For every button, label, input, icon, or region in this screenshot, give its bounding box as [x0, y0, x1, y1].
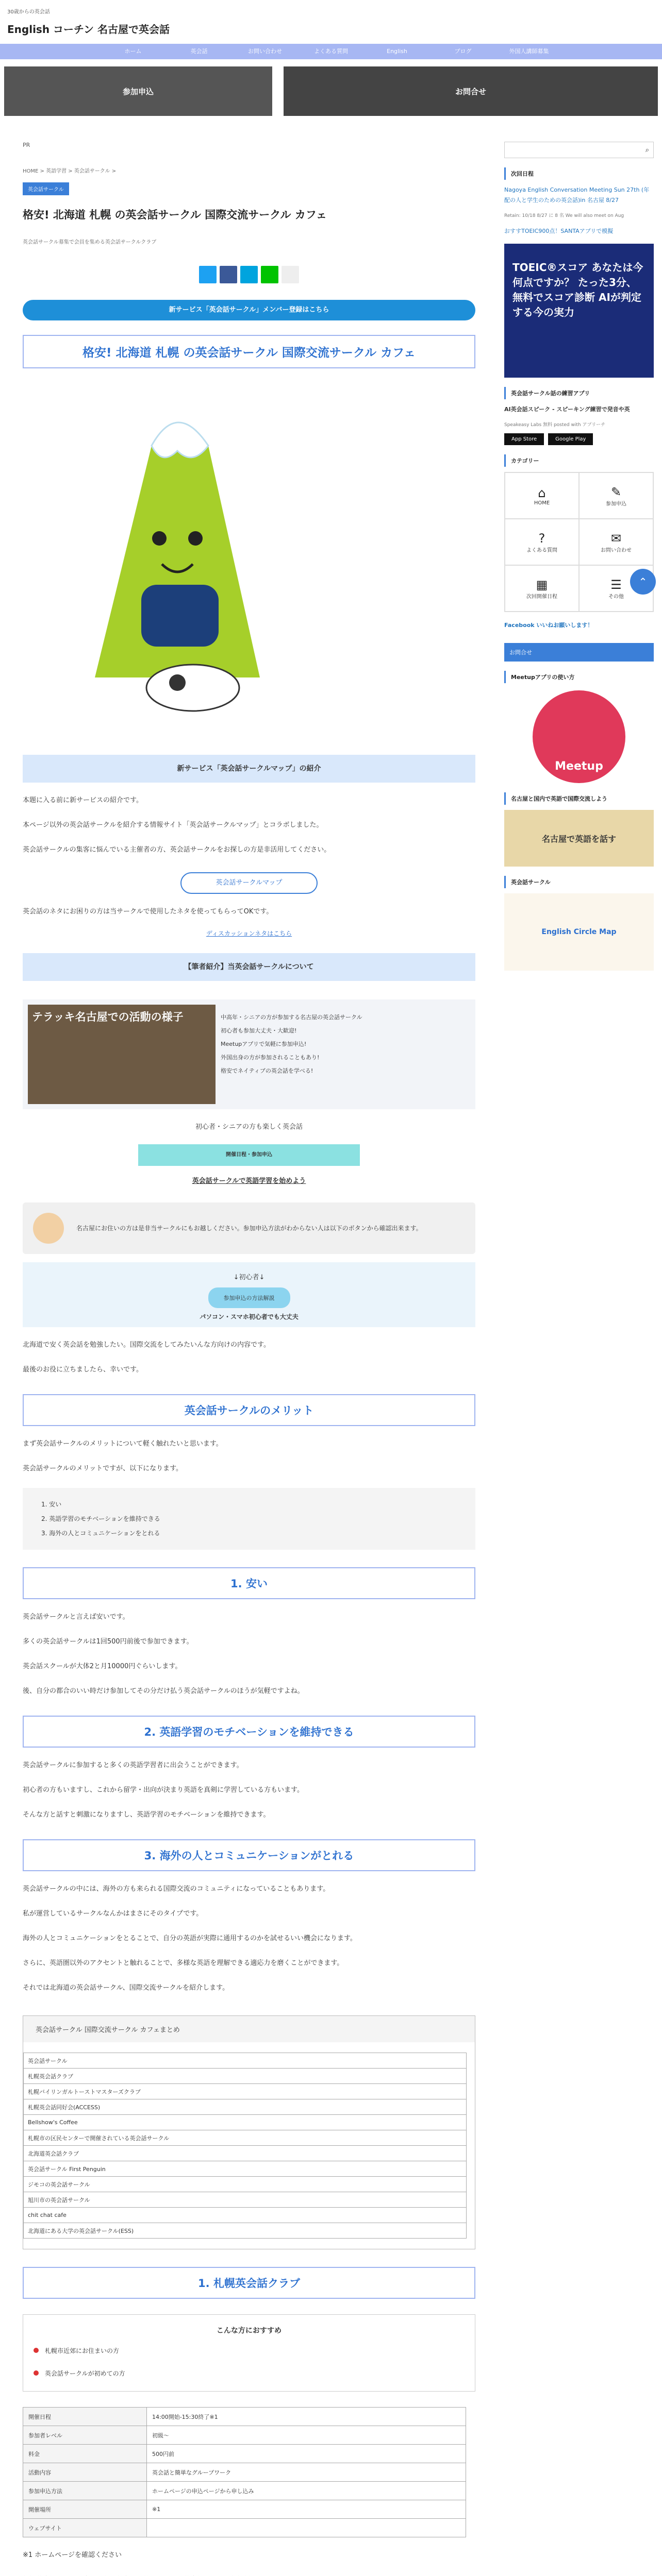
toc-item[interactable]: 英会話サークル: [24, 2053, 467, 2069]
cat-home[interactable]: ⌂ HOME: [505, 472, 579, 519]
list-item: 2. 英語学習のモチベーションを維持できる: [41, 1515, 160, 1522]
heading-cheap: 1. 安い: [23, 1567, 475, 1599]
recommend-heading: こんな方におすすめ: [216, 2327, 282, 2335]
share-buttons: [23, 266, 475, 283]
speech-text: 名古屋にお住いの方は是非当サークルにもお越しください。参加申込方法がわからない人は以下のボタンから確認出来ます。: [76, 1225, 422, 1232]
sidebar-heading: Meetupアプリの使い方: [504, 671, 654, 683]
table-row: 活動内容 英会話と簡単なグループワーク: [23, 2463, 466, 2482]
para: 最後のお役に立ちましたら、幸いです。: [23, 1366, 143, 1374]
sidebar-heading: 英会話サークル話の練習アプリ: [504, 387, 654, 399]
sidebar: [504, 142, 654, 971]
list-item: 格安でネイティブの英会話を学べる!: [221, 1067, 313, 1074]
bullet-icon: [34, 2370, 39, 2376]
nav-faq[interactable]: よくある質問: [314, 48, 348, 55]
para: ※1 ホームページを確認ください: [23, 2551, 122, 2559]
document-icon: ☰: [610, 577, 622, 592]
para: 本ページ以外の英会話サークルを紹介する情報サイト「英会話サークルマップ」とコラボしました。: [23, 821, 323, 829]
app-sub: Speakeasy Labs 無料 posted with アプリーチ: [504, 422, 606, 428]
twitter-icon[interactable]: [199, 266, 217, 283]
heading-communication: 3. 海外の人とコミュニケーションがとれる: [23, 1839, 475, 1871]
heading-merit: 英会話サークルのメリット: [23, 1394, 475, 1426]
nav-english[interactable]: English: [387, 48, 407, 55]
global-nav: [0, 44, 662, 59]
circle-map-banner[interactable]: English Circle Map: [504, 893, 654, 971]
para: 英会話サークルと言えば安いです。: [23, 1613, 129, 1621]
facebook-link[interactable]: Facebook いいねお願いします！: [504, 622, 593, 629]
section-author-heading: 【筆者紹介】当英会話サークルについて: [23, 953, 475, 981]
para: さらに、英語圏以外のアクセントと触れることで、多様な英語を理解できる適応力を磨くことができます。: [23, 1959, 344, 1967]
breadcrumb[interactable]: HOME > 英語学習 > 英会話サークル >: [23, 168, 117, 174]
meetup-logo[interactable]: Meetup: [533, 690, 625, 783]
table-row: 開催日程 14:00開始-15:30終了※1: [23, 2408, 466, 2426]
contact-button[interactable]: お問合せ: [504, 643, 654, 662]
toc-item[interactable]: Bellshow's Coffee: [24, 2115, 467, 2130]
para: 多くの英会話サークルは1回500円前後で参加できます。: [23, 1638, 193, 1646]
category-grid: [504, 472, 654, 612]
search-icon[interactable]: ⌕: [645, 146, 649, 154]
nav-recruit[interactable]: 外国人講師募集: [509, 48, 549, 55]
speech-box: [23, 1202, 475, 1254]
copy-icon[interactable]: [282, 266, 299, 283]
nav-contact[interactable]: お問い合わせ: [248, 48, 282, 55]
contact-banner[interactable]: お問合せ: [284, 66, 658, 116]
toc-item[interactable]: 札幌英会話同好会(ACCESS): [24, 2099, 467, 2115]
schedule-link[interactable]: Nagoya English Conversation Meeting Sun 27th (年配の人と学生のための英会話)in 名古屋 8/27: [504, 187, 650, 204]
nav-eikaiwa[interactable]: 英会話: [190, 48, 208, 55]
para: 英会話サークルの集客に悩んでいる主催者の方、英会話サークルをお探しの方是非活用してください。: [23, 846, 331, 854]
mascot-illustration: [23, 368, 475, 739]
toc-item[interactable]: 札幌英会話クラブ: [24, 2069, 467, 2084]
discussion-link[interactable]: ディスカッションネタはこちら: [206, 930, 292, 937]
para: まず英会話サークルのメリットについて軽く触れたいと思います。: [23, 1440, 223, 1448]
site-title[interactable]: English コーチン 名古屋で英会話: [7, 23, 170, 36]
toc-item[interactable]: ジモコの英会話サークル: [24, 2177, 467, 2192]
nav-home[interactable]: ホーム: [124, 48, 142, 55]
apply-guide-button[interactable]: 参加申込の方法解説: [208, 1287, 290, 1308]
para: それでは北海道の英会話サークル、国際交流サークルを紹介します。: [23, 1984, 229, 1992]
para: 英会話のネタにお困りの方は当サークルで使用したネタを使ってもらってOKです。: [23, 908, 273, 916]
toc-item[interactable]: 英会話サークル First Penguin: [24, 2161, 467, 2177]
table-of-contents: [23, 2015, 475, 2249]
toc-item[interactable]: 北海道英会話クラブ: [24, 2146, 467, 2161]
table-row: 開催場所 ※1: [23, 2500, 466, 2519]
para: 私が運営しているサークルなんかはまさにそのタイプです。: [23, 1910, 203, 1918]
para: 後、自分の都合のいい時だけ参加してその分だけ払う英会話サークルのほうが気軽ですよね。: [23, 1687, 304, 1695]
toc-item[interactable]: 札幌バイリンガルトーストマスターズクラブ: [24, 2084, 467, 2099]
toc-item[interactable]: 札幌市の区民センターで開催されている英会話サークル: [24, 2130, 467, 2146]
toc-item[interactable]: 北海道にある大学の英会話サークル(ESS): [24, 2223, 467, 2239]
sidebar-heading: 英会話サークル: [504, 876, 654, 888]
sub-line: 初心者・シニアの方も楽しく英会話: [195, 1123, 303, 1131]
site-tagline: 30歳からの英会話: [7, 9, 50, 15]
list-item: 3. 海外の人とコミュニケーションをとれる: [41, 1530, 160, 1537]
table-row: 料金 500円前: [23, 2445, 466, 2463]
para: 英会話スクールが大体2と月10000円ぐらいします。: [23, 1663, 182, 1670]
para: 海外の人とコミュニケーションをとることで、自分の英語が実際に通用するのかを試せるいい機会になります。: [23, 1935, 357, 1942]
beginner-sub: パソコン・スマホ初心者でも大丈夫: [200, 1313, 299, 1320]
sidebar-heading: カテゴリー: [504, 454, 654, 467]
activity-photo: テラッキ名古屋での活動の様子: [28, 1005, 216, 1104]
para: 英会話サークルの中には、海外の方も来られる国際交流のコミュニティになっていることもあります。: [23, 1885, 330, 1893]
cat-apply[interactable]: ✎ 参加申込: [579, 472, 653, 519]
para: 初心者の方もいますし、これから留学・出向が決まり英語を真剣に学習している方もいます。: [23, 1786, 304, 1794]
merit-list: [23, 1488, 475, 1550]
list-item[interactable]: 中高年・シニアの方が参加する名古屋の英会話サークル: [221, 1014, 362, 1021]
home-icon: ⌂: [538, 485, 546, 500]
ad-heading[interactable]: おすすTOEIC900点！SANTAアプリで模擬: [504, 228, 614, 234]
nav-blog[interactable]: ブログ: [454, 48, 472, 55]
line-icon[interactable]: [261, 266, 278, 283]
search-input[interactable]: [504, 142, 654, 158]
start-link[interactable]: 英会話サークルで英語学習を始めよう: [192, 1177, 306, 1185]
sidebar-heading: 名古屋と国内で英語で国際交流しよう: [504, 792, 654, 805]
table-row: ウェブサイト: [23, 2519, 466, 2537]
author-card: [23, 999, 475, 1109]
scroll-top-button[interactable]: [630, 569, 656, 595]
article: [23, 142, 475, 2576]
list-item: Meetupアプリで気軽に参加申込!: [221, 1041, 307, 1047]
para: 本題に入る前に新サービスの紹介です。: [23, 796, 143, 804]
box-title: 格安! 北海道 札幌 の英会話サークル 国際交流サークル カフェ: [23, 335, 475, 368]
toeic-ad[interactable]: TOEIC®スコア あなたは今何点ですか？ たった3分、無料でスコア診断 AIが判定する今の実力: [504, 244, 654, 378]
para: 北海道で安く英会話を勉強したい。国際交流をしてみたいんな方向けの内容です。: [23, 1341, 270, 1349]
google-play-button[interactable]: Google Play: [548, 433, 593, 445]
table-row: 参加申込方法 ホームページの申込ページから申し込み: [23, 2482, 466, 2500]
pencil-icon: ✎: [610, 484, 622, 499]
chevron-up-icon: ⌃: [638, 575, 648, 588]
question-icon: ?: [538, 531, 545, 546]
para: 英会話サークルに参加すると多くの英語学習者に出会うことができます。: [23, 1761, 243, 1769]
recommend-box: [23, 2314, 475, 2392]
cat-contact[interactable]: ✉ お問い合わせ: [579, 519, 653, 565]
sidebar-heading: 次回日程: [504, 167, 654, 180]
toc-item[interactable]: chit chat cafe: [24, 2208, 467, 2223]
cat-schedule[interactable]: ▦ 次回開催日程: [505, 565, 579, 612]
para: [23, 2573, 475, 2576]
list-item: 初心者も参加大丈夫・大歓迎!: [221, 1027, 297, 1034]
circle-map-button[interactable]: 英会話サークルマップ: [180, 872, 318, 894]
toc-item[interactable]: 旭川市の英会話サークル: [24, 2192, 467, 2208]
recommend-item: 札幌市近郊にお住まいの方: [45, 2347, 120, 2354]
schedule-apply-button[interactable]: 開催日程・参加申込: [138, 1144, 360, 1166]
cat-other[interactable]: ☰ その他: [579, 565, 653, 612]
section-service-heading: 新サービス「英会話サークルマップ」の紹介: [23, 755, 475, 783]
bullet-icon: [34, 2348, 39, 2353]
page-title: 格安! 北海道 札幌 の英会話サークル 国際交流サークル カフェ: [23, 209, 327, 221]
facebook-icon[interactable]: [220, 266, 237, 283]
app-store-button[interactable]: App Store: [504, 433, 544, 445]
recommend-item: 英会話サークルが初めての方: [45, 2370, 125, 2377]
notice-banner[interactable]: 新サービス「英会話サークル」メンバー登録はこちら: [23, 300, 475, 320]
list-item: 外国出身の方が参加されることもあり!: [221, 1054, 320, 1061]
calendar-icon: ▦: [536, 577, 548, 592]
table-row: 参加者レベル 初級〜: [23, 2426, 466, 2445]
beginner-label: ↓初心者↓: [233, 1274, 265, 1281]
heading-motivation: 2. 英語学習のモチベーションを維持できる: [23, 1716, 475, 1748]
apply-banner[interactable]: 参加申込: [4, 66, 272, 116]
nagoya-banner[interactable]: 名古屋で英語を話す: [504, 810, 654, 867]
list-item: 1. 安い: [41, 1501, 62, 1508]
para: 英会話サークルのメリットですが、以下になります。: [23, 1465, 183, 1472]
schedule-sub: Retain: 10/18 8/27 に 8 名 We will also meet on Aug: [504, 213, 624, 218]
cat-faq[interactable]: ? よくある質問: [505, 519, 579, 565]
beginner-guide: [23, 1262, 475, 1327]
pr-label: PR: [23, 142, 30, 148]
article-meta: 英会話サークル募集で会員を集める英会話サークルクラブ: [23, 240, 157, 245]
toc-table: [23, 2053, 467, 2239]
toc-heading[interactable]: 英会話サークル 国際交流サークル カフェまとめ: [23, 2016, 475, 2042]
hatena-icon[interactable]: [240, 266, 258, 283]
avatar: [33, 1213, 64, 1244]
app-name[interactable]: AI英会話スピーク - スピーキング練習で発音や英: [504, 406, 630, 413]
category-badge[interactable]: 英会話サークル: [23, 182, 69, 195]
site-header: [0, 0, 662, 44]
heading-sapporo-club: 1. 札幌英会話クラブ: [23, 2267, 475, 2299]
mail-icon: ✉: [610, 531, 622, 546]
club-info-table: [23, 2407, 466, 2537]
para: そんな方と話すと刺激になりますし、英語学習のモチベーションを維持できます。: [23, 1811, 270, 1819]
